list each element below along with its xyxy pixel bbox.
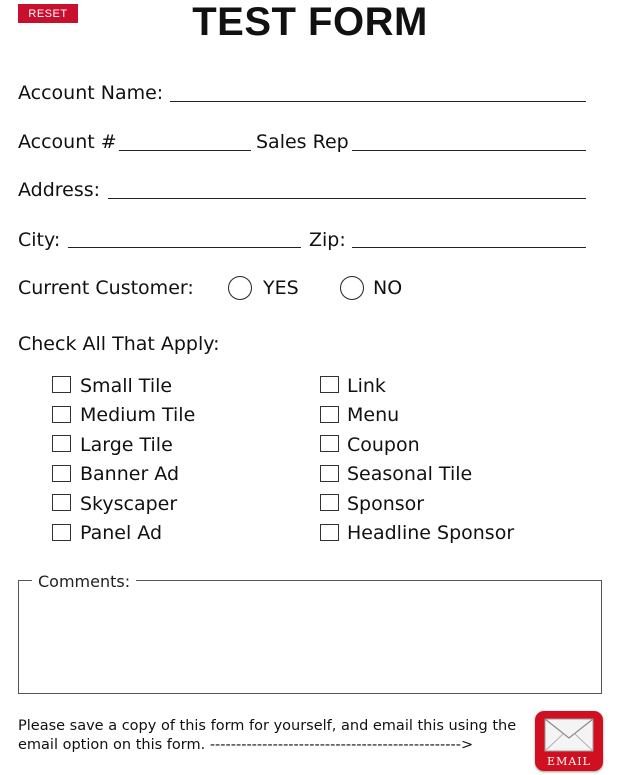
banner-ad-label: Banner Ad	[80, 463, 180, 485]
menu-checkbox[interactable]	[320, 406, 339, 423]
account-number-label: Account #	[18, 131, 117, 153]
coupon-label: Coupon	[347, 434, 420, 456]
panel-ad-checkbox[interactable]	[52, 524, 71, 541]
medium-tile-label: Medium Tile	[80, 404, 196, 426]
current-customer-label: Current Customer:	[18, 277, 194, 299]
account-name-field[interactable]	[170, 101, 586, 102]
email-button-label: EMAIL	[547, 755, 591, 768]
small-tile-checkbox[interactable]	[52, 376, 71, 393]
city-field[interactable]	[68, 247, 301, 248]
sales-rep-field[interactable]	[352, 150, 586, 151]
sales-rep-label: Sales Rep	[256, 131, 349, 153]
footer-line-2: email option on this form. ------------------------------------------------>	[18, 737, 474, 753]
address-field[interactable]	[108, 198, 586, 199]
skyscaper-label: Skyscaper	[80, 493, 178, 515]
zip-field[interactable]	[352, 247, 586, 248]
yes-radio[interactable]	[228, 276, 252, 300]
coupon-checkbox[interactable]	[320, 435, 339, 452]
panel-ad-label: Panel Ad	[80, 522, 163, 544]
banner-ad-checkbox[interactable]	[52, 465, 71, 482]
zip-label: Zip:	[309, 229, 346, 251]
medium-tile-checkbox[interactable]	[52, 406, 71, 423]
comments-textarea[interactable]	[18, 580, 602, 694]
account-number-field[interactable]	[119, 150, 251, 151]
comments-label: Comments:	[32, 572, 136, 592]
large-tile-checkbox[interactable]	[52, 435, 71, 452]
headline-sponsor-label: Headline Sponsor	[347, 522, 515, 544]
city-label: City:	[18, 229, 61, 251]
menu-label: Menu	[347, 404, 400, 426]
address-label: Address:	[18, 179, 101, 201]
footer-instructions	[18, 717, 538, 755]
skyscaper-checkbox[interactable]	[52, 494, 71, 511]
sponsor-checkbox[interactable]	[320, 494, 339, 511]
reset-button[interactable]: RESET	[18, 4, 78, 23]
link-checkbox[interactable]	[320, 376, 339, 393]
seasonal-tile-checkbox[interactable]	[320, 465, 339, 482]
account-name-label: Account Name:	[18, 82, 164, 104]
no-label: NO	[373, 277, 403, 299]
no-radio[interactable]	[340, 276, 364, 300]
headline-sponsor-checkbox[interactable]	[320, 524, 339, 541]
link-label: Link	[347, 375, 386, 397]
page-title: TEST FORM	[192, 0, 428, 44]
yes-label: YES	[263, 277, 299, 299]
check-all-heading: Check All That Apply:	[18, 333, 220, 355]
small-tile-label: Small Tile	[80, 375, 173, 397]
envelope-icon	[544, 718, 594, 752]
sponsor-label: Sponsor	[347, 493, 425, 515]
footer-line-1: Please save a copy of this form for yourself, and email this using the	[18, 718, 517, 734]
large-tile-label: Large Tile	[80, 434, 173, 456]
email-button[interactable]	[535, 711, 603, 771]
seasonal-tile-label: Seasonal Tile	[347, 463, 473, 485]
